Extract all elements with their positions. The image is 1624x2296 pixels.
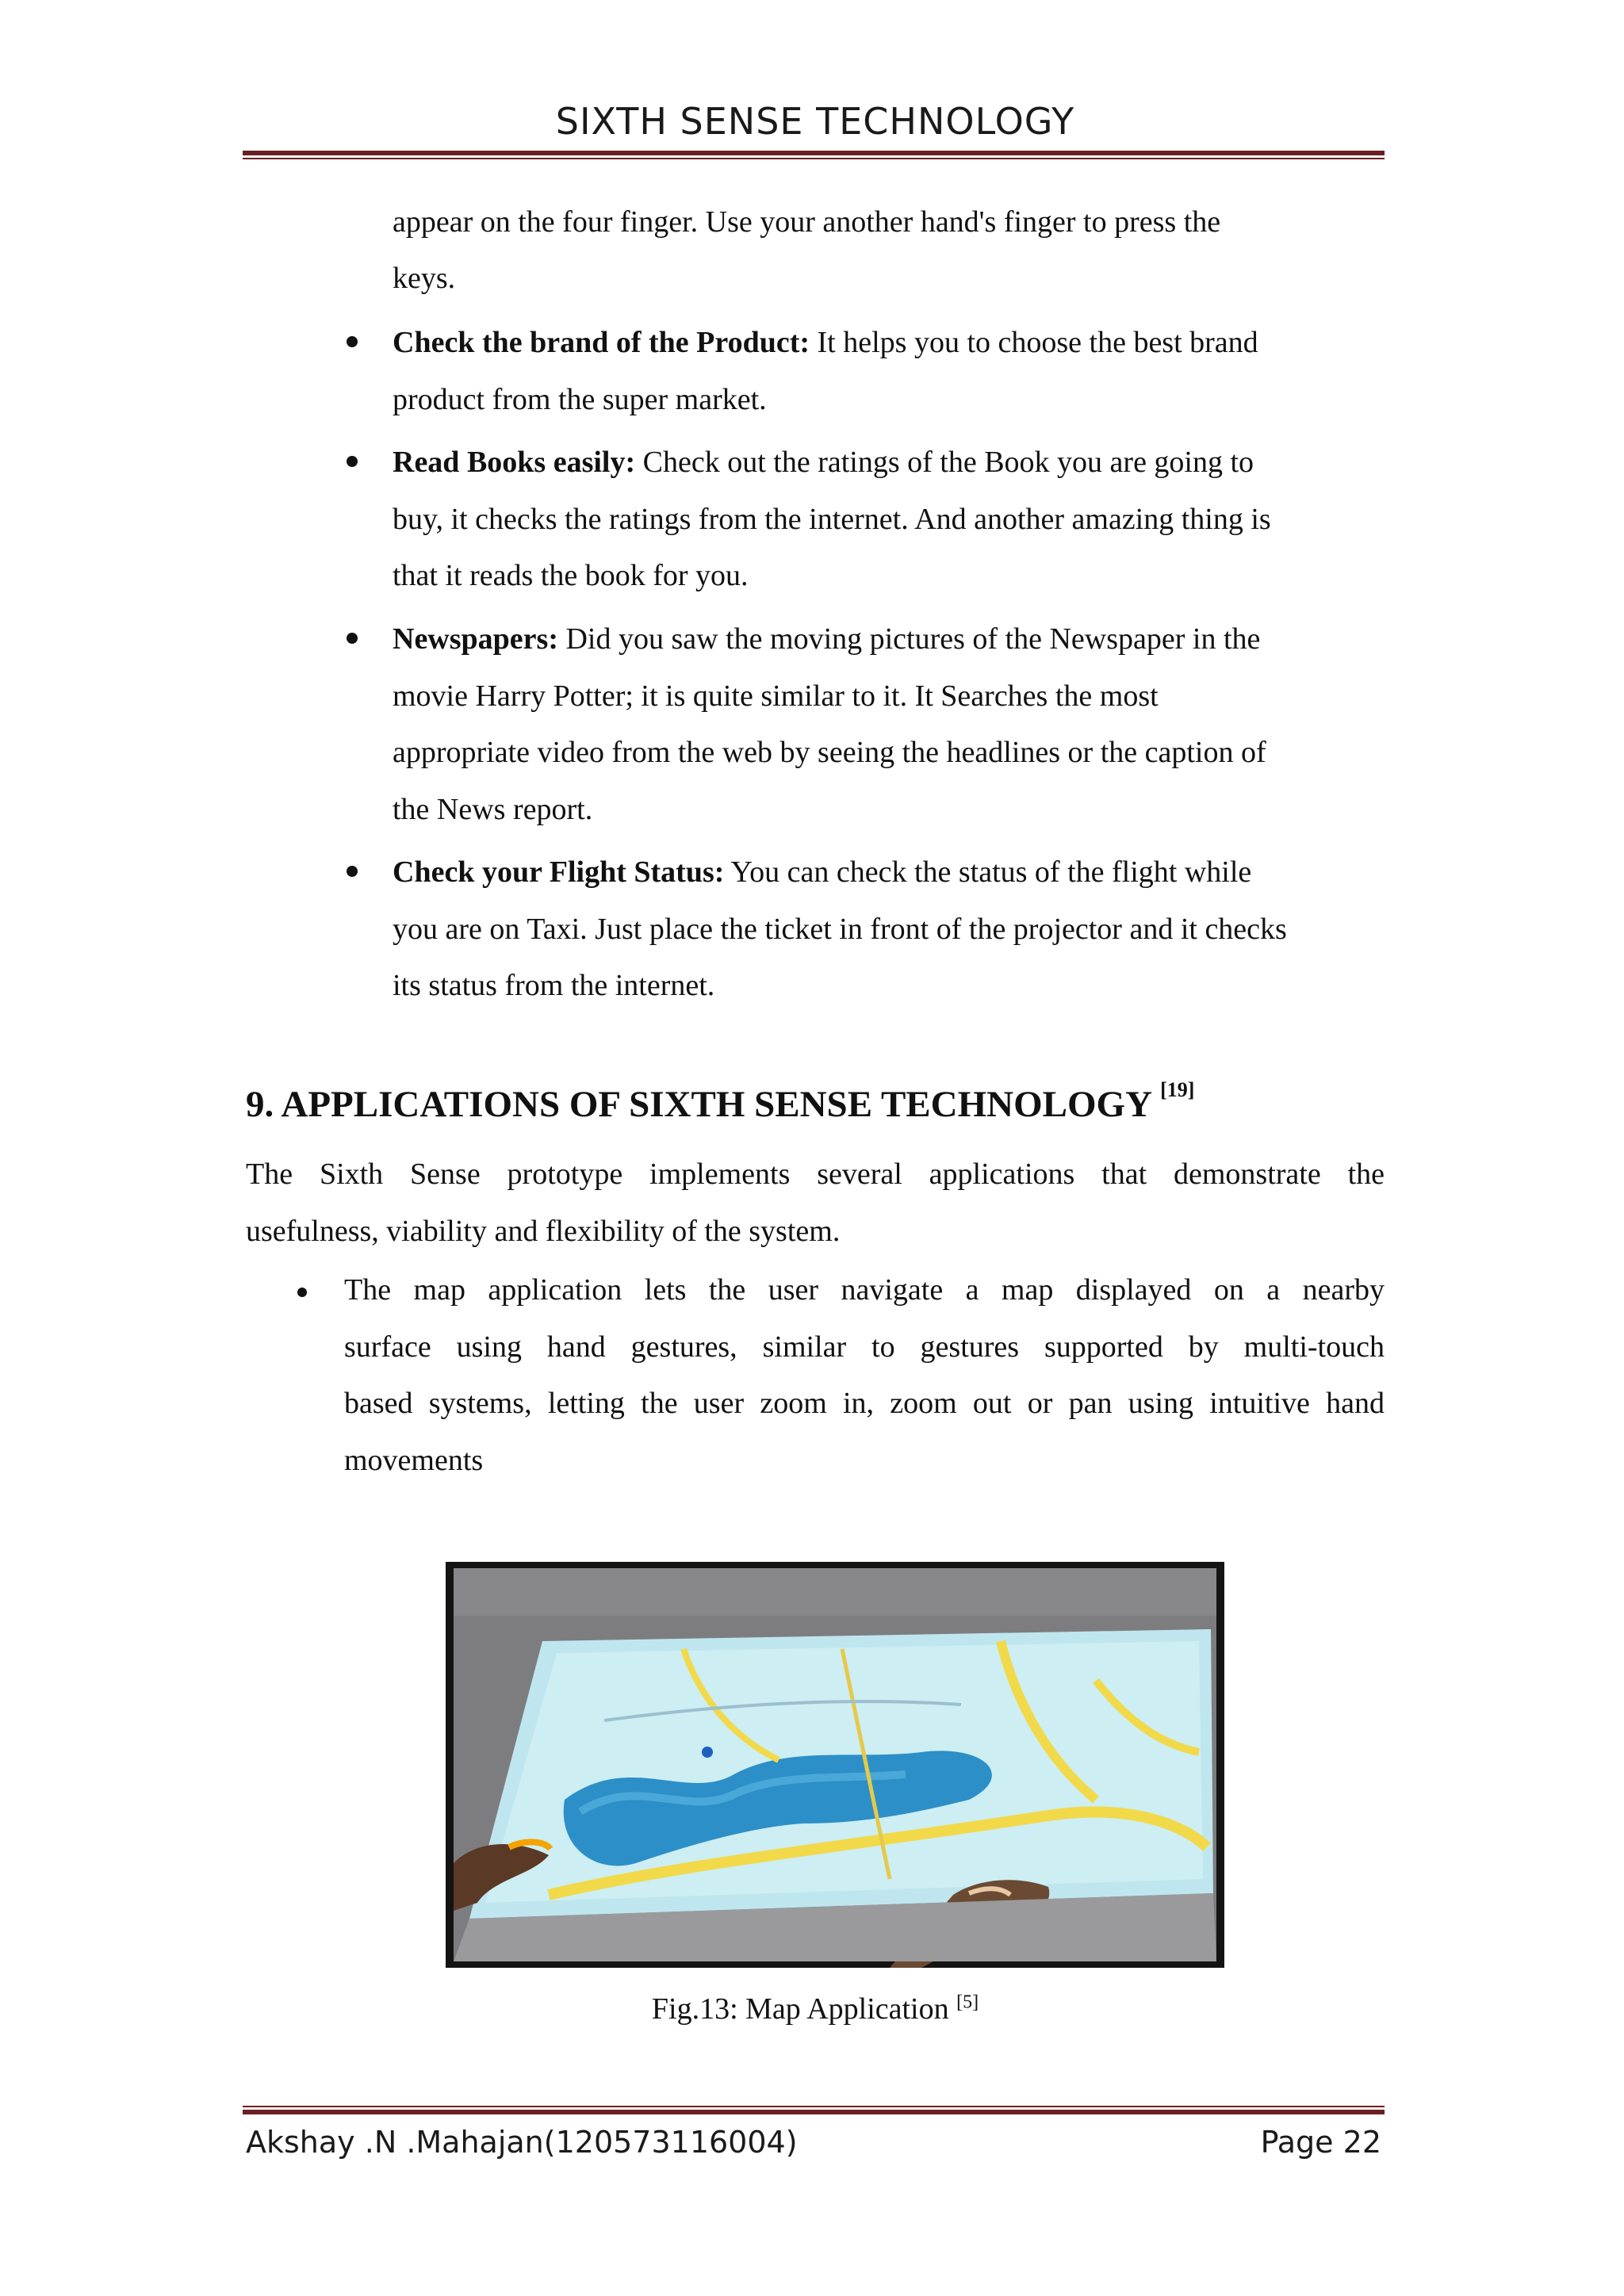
feature-text: product from the super market. <box>393 382 767 416</box>
map-application-photo <box>446 1562 1224 1968</box>
feature-label: Check the brand of the Product: <box>393 326 810 359</box>
feature-text: movie Harry Potter; it is quite similar to it. It Searches the most <box>393 679 1159 713</box>
intro-line: The Sixth Sense prototype implements several applications that demonstrate the <box>246 1158 1385 1191</box>
citation-ref: [5] <box>956 1992 979 2013</box>
feature-text: that it reads the book for you. <box>393 559 749 592</box>
bullet-dot <box>347 633 358 644</box>
bullet-line: movements <box>344 1443 484 1477</box>
feature-text: Did you saw the moving pictures of the Newspaper in the <box>557 622 1261 656</box>
feature-text: appropriate video from the web by seeing the headlines or the caption of <box>393 736 1266 769</box>
feature-text: You can check the status of the flight while <box>724 855 1252 889</box>
section-intro <box>246 1146 1385 1260</box>
bullet-line: based systems, letting the user zoom in, zoom out or pan using intuitive hand <box>344 1387 1385 1420</box>
page-header-title: SIXTH SENSE TECHNOLOGY <box>555 100 1075 143</box>
caption-text: Fig.13: Map Application <box>651 1992 957 2026</box>
bullet-line: The map application lets the user navigate a map displayed on a nearby <box>344 1273 1385 1307</box>
section-heading-text: 9. APPLICATIONS OF SIXTH SENSE TECHNOLOGY <box>246 1084 1161 1125</box>
footer-rule <box>243 2106 1385 2114</box>
bullet-dot <box>297 1288 307 1297</box>
feature-text: its status from the internet. <box>393 969 715 1002</box>
feature-item-brand <box>393 315 1384 428</box>
feature-text: the News report. <box>393 792 593 826</box>
bullet-dot <box>347 336 358 347</box>
feature-item-newspapers <box>393 611 1384 838</box>
citation-ref: [19] <box>1160 1078 1195 1101</box>
bullet-dot <box>347 866 358 877</box>
map-application-bullet <box>344 1262 1385 1489</box>
feature-label: Check your Flight Status: <box>393 855 725 889</box>
figure-caption <box>246 1992 1385 2026</box>
header-rule <box>243 151 1385 159</box>
feature-text: Check out the ratings of the Book you are going to <box>635 446 1254 479</box>
intro-line: usefulness, viability and flexibility of the system. <box>246 1214 841 1248</box>
feature-label: Read Books easily: <box>393 446 636 479</box>
feature-text: you are on Taxi. Just place the ticket in front of the projector and it checks <box>393 912 1287 946</box>
feature-item-books <box>393 434 1384 605</box>
bullet-line: surface using hand gestures, similar to gestures supported by multi-touch <box>344 1330 1385 1364</box>
continuation-text: keys. <box>393 262 456 295</box>
continuation-text: appear on the four finger. Use your another hand's finger to press the <box>393 205 1221 239</box>
footer-page-number: Page 22 <box>1260 2125 1381 2160</box>
footer-author: Akshay .N .Mahajan(120573116004) <box>246 2125 798 2160</box>
feature-item-flight <box>393 844 1384 1015</box>
bullet-dot <box>347 456 358 467</box>
feature-text: buy, it checks the ratings from the internet. And another amazing thing is <box>393 502 1271 536</box>
section-heading <box>246 1078 1195 1126</box>
feature-text: It helps you to choose the best brand <box>810 326 1258 359</box>
feature-label: Newspapers: <box>393 622 558 656</box>
